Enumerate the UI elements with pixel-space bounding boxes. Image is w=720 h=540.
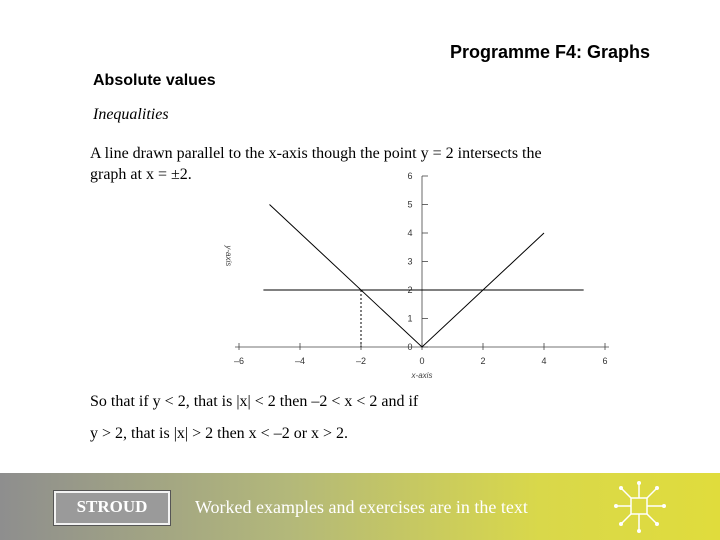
y-axis-label: y-axis (224, 245, 233, 267)
y-tick-label: 5 (407, 199, 413, 210)
programme-title: Programme F4: Graphs (450, 42, 651, 62)
absolute-value-graph (210, 168, 620, 386)
x-tick-label: –4 (294, 356, 306, 366)
y-tick-label: 6 (407, 171, 413, 181)
stroud-logo: STROUD (54, 491, 170, 525)
graph-marks (263, 205, 583, 348)
abs-value-curve (270, 205, 545, 348)
x-tick-label: 2 (480, 356, 486, 366)
footer-bar (0, 473, 720, 540)
y-tick-label: 1 (407, 313, 413, 324)
y-tick-label: 0 (407, 342, 413, 352)
intro-line-2: graph at x = ±2. (90, 166, 192, 183)
graph-ticks (224, 171, 608, 380)
x-axis-label: x-axis (411, 371, 433, 380)
y-tick-label: 3 (407, 256, 413, 267)
network-logo-icon (612, 479, 668, 535)
paragraph-1: So that if y < 2, that is |x| < 2 then –2 < x < 2 and if (90, 393, 419, 410)
subsection-title: Inequalities (93, 106, 169, 123)
section-title: Absolute values (93, 72, 216, 89)
x-tick-label: 6 (602, 356, 608, 366)
x-tick-label: –2 (355, 356, 367, 366)
footer-tagline: Worked examples and exercises are in the text (195, 497, 528, 517)
x-tick-label: 0 (419, 356, 425, 366)
intro-line-1: A line drawn parallel to the x-axis though the point y = 2 intersects the (90, 145, 542, 162)
y-tick-label: 4 (407, 228, 413, 238)
x-tick-label: 4 (541, 356, 547, 366)
paragraph-2: y > 2, that is |x| > 2 then x < –2 or x > 2. (90, 425, 349, 442)
y-tick-label: 2 (407, 285, 413, 295)
x-tick-label: –6 (233, 356, 245, 366)
